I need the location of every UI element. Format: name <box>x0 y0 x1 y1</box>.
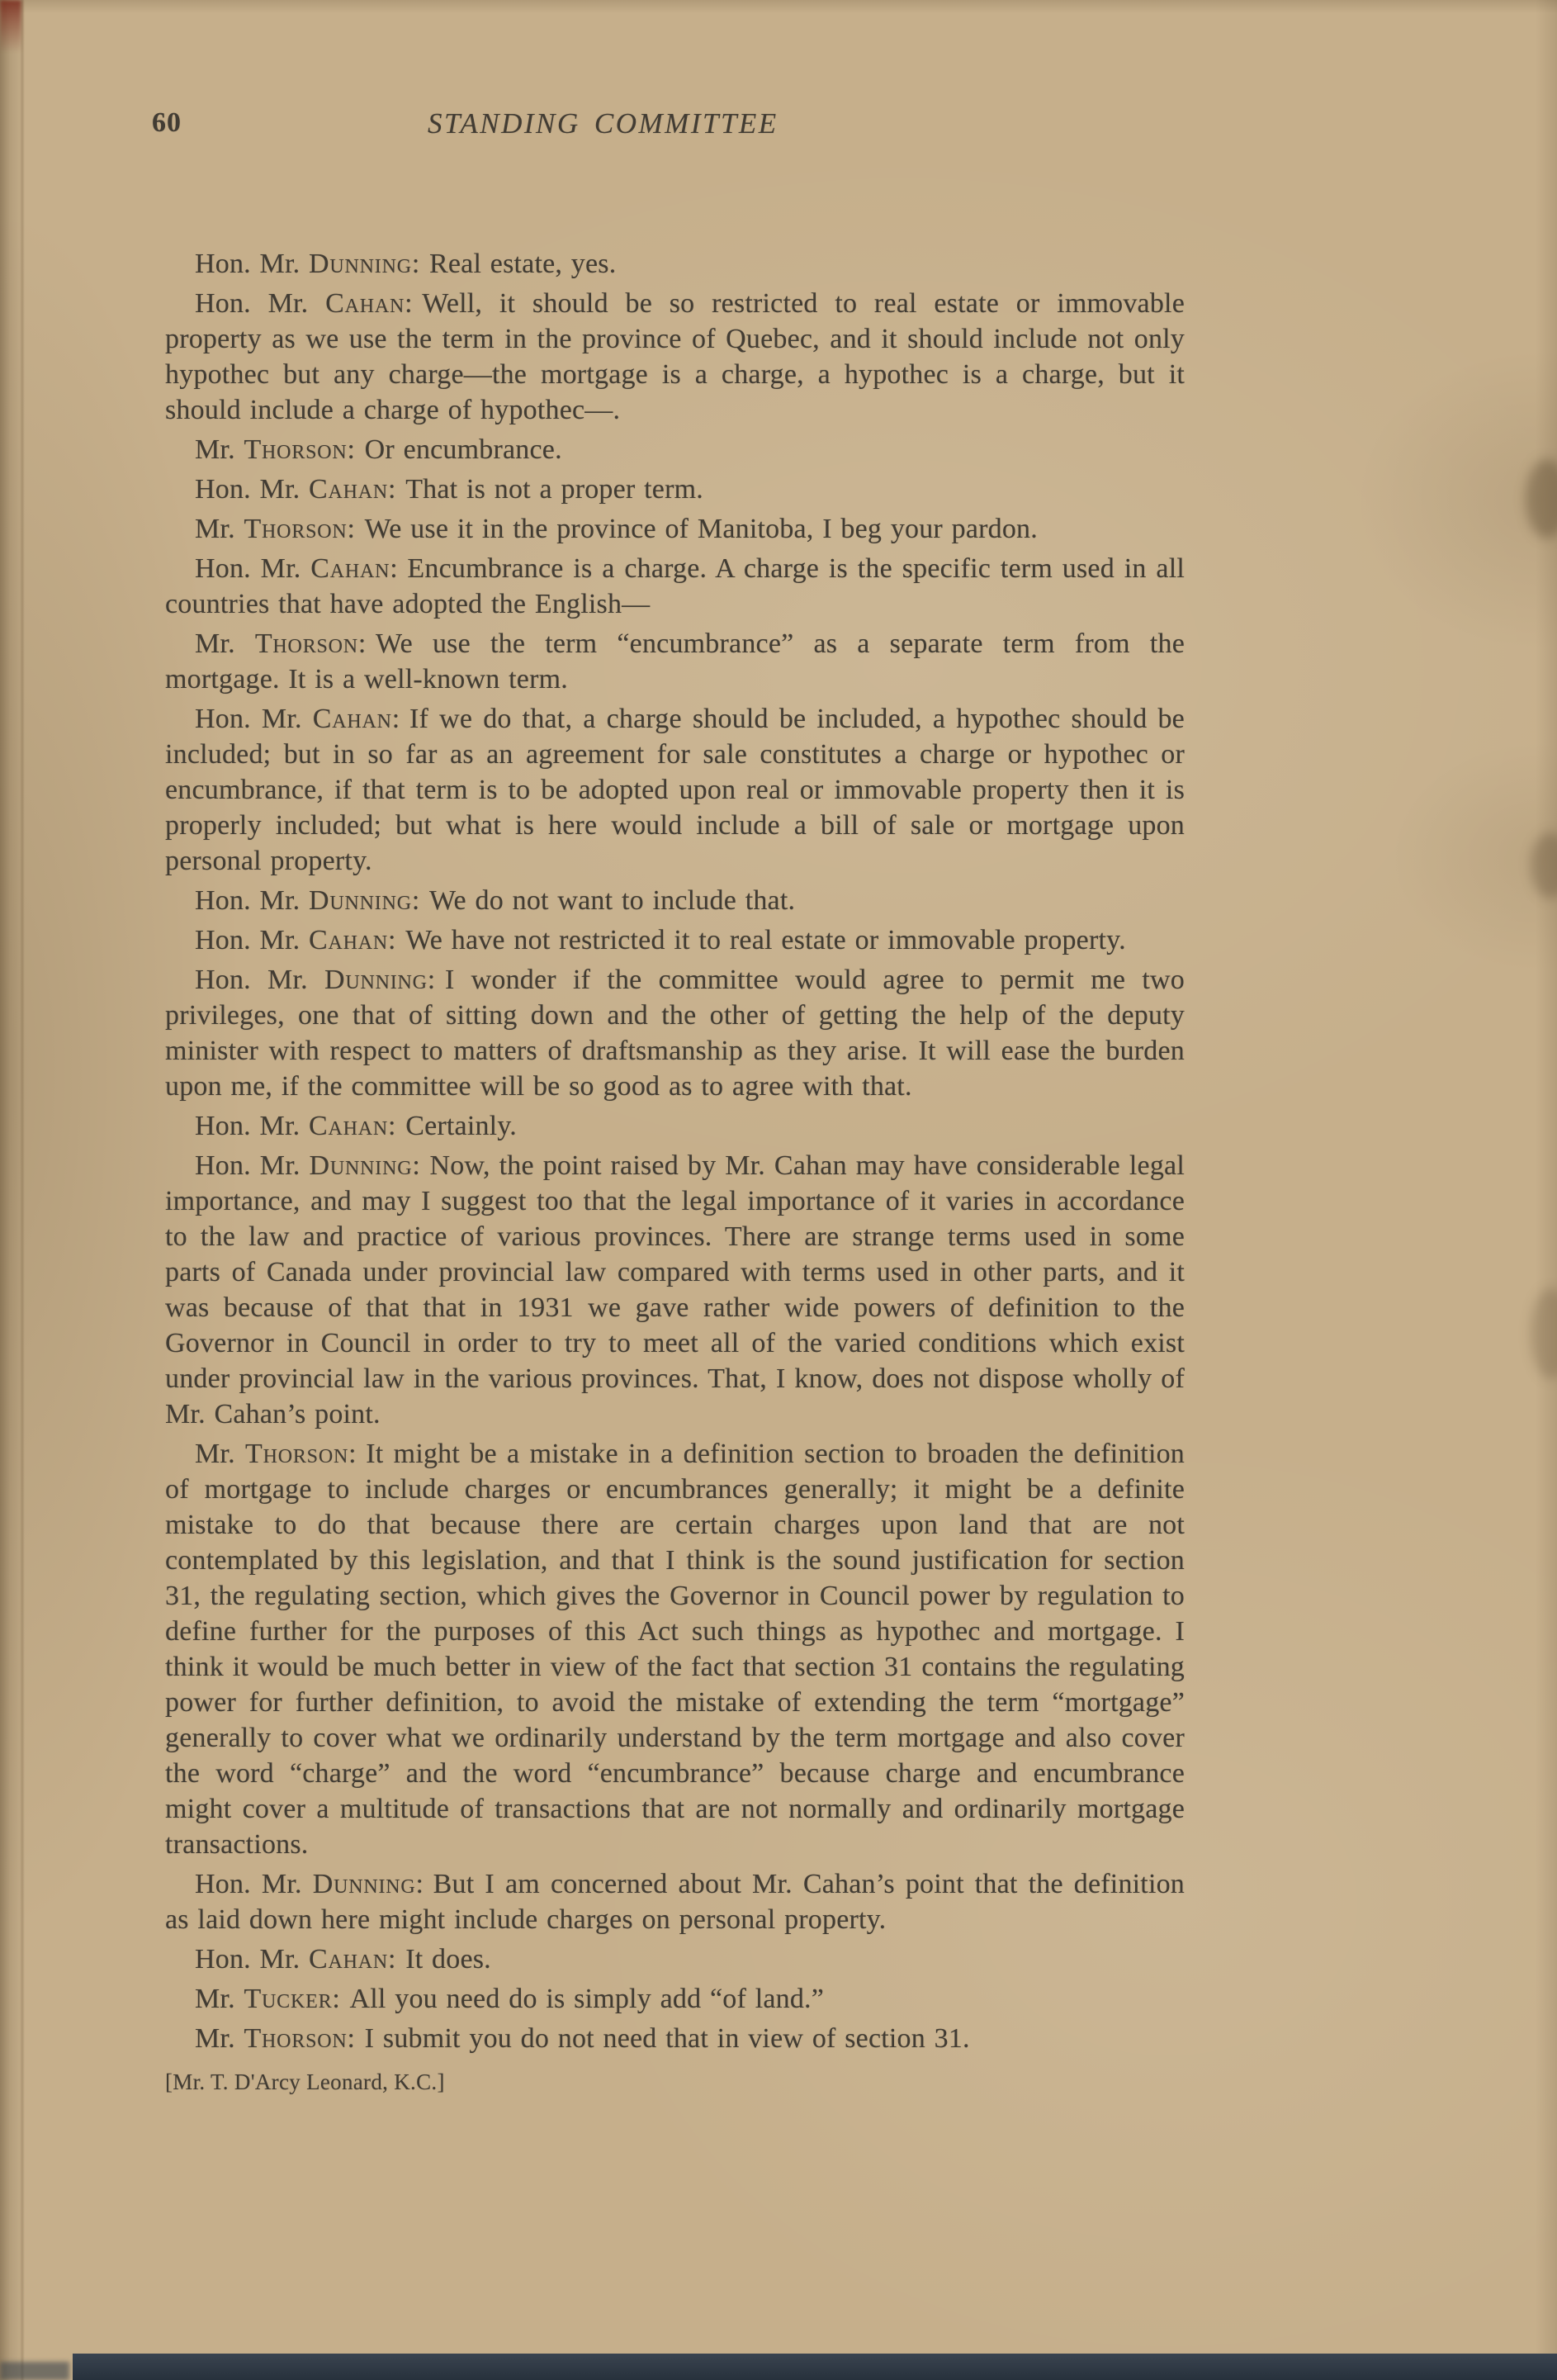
speech-text: I submit you do not need that in view of section 31. <box>364 2023 970 2054</box>
scan-edge-smudge <box>1531 832 1557 898</box>
footer-note: [Mr. T. D'Arcy Leonard, K.C.] <box>165 2069 445 2094</box>
speaker-name: Thorson: <box>244 514 356 544</box>
scan-edge-smudge <box>1526 459 1557 538</box>
speech-text: Well, it should be so restricted to real estate or immovable property as we use the term in the province of Quebec, and it should include not only hypothec but any charge—the mortgage is a charge, a hypothec is a charge, but it should include a charge of hypothec—. <box>165 288 1185 425</box>
speaker-prefix: Mr. <box>195 1984 244 2014</box>
speaker-name: Cahan: <box>310 553 399 584</box>
speaker-prefix: Hon. Mr. <box>195 474 310 505</box>
speaker-prefix: Hon. Mr. <box>195 1111 310 1141</box>
speech-text: We have not restricted it to real estate or immovable property. <box>405 925 1126 955</box>
speech-text: If we do that, a charge should be included, a hypothec should be included; but in so far as an agreement for sale constitutes a charge or hypothec or encumbrance, if that term is to be adopted upon real or immovable property then it is properly included; but what is here would include a bill of sale or mortgage upon personal property. <box>165 704 1185 876</box>
speech-text: We use it in the province of Manitoba, I beg your pardon. <box>364 514 1038 544</box>
speaker-name: Cahan: <box>312 704 401 734</box>
speaker-prefix: Hon. Mr. <box>195 1944 310 1975</box>
speaker-name: Dunning: <box>312 1869 424 1899</box>
transcript-paragraph <box>165 1108 1185 1144</box>
speaker-prefix: Mr. <box>195 1439 246 1469</box>
speaker-name: Thorson: <box>244 2023 356 2054</box>
speaker-name: Dunning: <box>309 1150 421 1181</box>
speech-text: We do not want to include that. <box>428 885 796 916</box>
transcript-paragraph <box>165 472 1185 507</box>
speaker-prefix: Hon. Mr. <box>195 885 310 916</box>
transcript-paragraph <box>165 626 1185 697</box>
transcript-paragraph <box>165 432 1185 467</box>
running-title: STANDING COMMITTEE <box>428 107 778 140</box>
speech-text: All you need do is simply add “of land.” <box>349 1984 825 2014</box>
speaker-name: Tucker: <box>244 1984 341 2014</box>
speech-text: I wonder if the committee would agree to permit me two privileges, one that of sitting down and the other of getting the help of the deputy minister with respect to matters of draftsmanship as they arise. It will ease the burden upon me, if the committee will be so good as to agree with that. <box>165 965 1185 1102</box>
speech-text: Real estate, yes. <box>428 249 617 279</box>
speaker-prefix: Hon. Mr. <box>195 249 310 279</box>
transcript-paragraph <box>165 1436 1185 1862</box>
speech-text: We use the term “encumbrance” as a separate term from the mortgage. It is a well-known term. <box>165 628 1185 695</box>
page-number: 60 <box>152 107 182 138</box>
scan-bottom-band <box>73 2354 1557 2380</box>
page-header <box>152 107 1185 145</box>
speaker-name: Dunning: <box>309 249 421 279</box>
transcript-paragraph <box>165 2021 1185 2056</box>
transcript-paragraph <box>165 246 1185 282</box>
speech-text: Encumbrance is a charge. A charge is the specific term used in all countries that have adopted the English— <box>165 553 1185 619</box>
speaker-name: Thorson: <box>254 628 367 659</box>
speaker-prefix: Mr. <box>195 434 244 465</box>
speaker-name: Cahan: <box>309 925 397 955</box>
transcript-paragraph <box>165 883 1185 918</box>
transcript-paragraph <box>165 1941 1185 1977</box>
speaker-prefix: Hon. Mr. <box>195 288 326 319</box>
speaker-name: Cahan: <box>309 474 397 505</box>
speaker-name: Cahan: <box>309 1944 397 1975</box>
transcript-paragraph <box>165 922 1185 958</box>
speaker-name: Dunning: <box>324 965 437 995</box>
transcript-paragraph <box>165 1866 1185 1937</box>
scan-corner-mark <box>0 0 21 53</box>
speaker-prefix: Mr. <box>195 2023 244 2054</box>
transcript-paragraph <box>165 701 1185 879</box>
speech-text: But I am concerned about Mr. Cahan’s point that the definition as laid down here might include charges on personal property. <box>165 1869 1185 1935</box>
scan-bottom-notch <box>0 2362 69 2380</box>
speech-text: It might be a mistake in a definition section to broaden the definition of mortgage to include charges or encumbrances generally; it might be a definite mistake to do that because there are certain charges upon land that are not contemplated by this legislation, and that I think is the sound justification for section 31, the regulating section, which gives the Governor in Council power by regulation to define further for the purposes of this Act such things as hypothec and mortgage. I think it would be much better in view of the fact that section 31 contains the regulating power for further definition, to avoid the mistake of extending the term “mortgage” generally to cover what we ordinarily understand by the term mortgage and also cover the word “charge” and the word “encumbrance” because charge and encumbrance might cover a multitude of transactions that are not normally and ordinarily mortgage transactions. <box>165 1439 1185 1860</box>
speaker-name: Cahan: <box>325 288 414 319</box>
speech-text: Or encumbrance. <box>364 434 562 465</box>
page-content <box>152 107 1185 2095</box>
speaker-name: Cahan: <box>309 1111 397 1141</box>
speaker-prefix: Hon. Mr. <box>195 553 311 584</box>
speaker-prefix: Mr. <box>195 514 244 544</box>
scan-edge-smudge <box>1531 1288 1557 1379</box>
transcript <box>165 246 1185 2056</box>
transcript-paragraph <box>165 1981 1185 2017</box>
speaker-prefix: Hon. Mr. <box>195 925 310 955</box>
transcript-paragraph <box>165 962 1185 1104</box>
transcript-paragraph <box>165 551 1185 622</box>
speaker-prefix: Hon. Mr. <box>195 704 313 734</box>
speaker-name: Dunning: <box>309 885 421 916</box>
speech-text: Now, the point raised by Mr. Cahan may have considerable legal importance, and may I suggest too that the legal importance of it varies in accordance to the law and practice of various provinces. There are strange terms used in some parts of Canada under provincial law compared with terms used in other parts, and it was because of that that in 1931 we gave rather wide powers of definition to the Governor in Council in order to try to meet all of the varied conditions which exist under provincial law in the various provinces. That, I know, does not dispose wholly of Mr. Cahan’s point. <box>165 1150 1185 1429</box>
speech-text: It does. <box>405 1944 491 1975</box>
transcript-paragraph <box>165 511 1185 547</box>
speech-text: That is not a proper term. <box>405 474 703 505</box>
speaker-name: Thorson: <box>244 434 356 465</box>
scan-left-crease <box>20 0 25 2380</box>
speech-text: Certainly. <box>405 1111 517 1141</box>
transcript-paragraph <box>165 1148 1185 1432</box>
speaker-prefix: Hon. Mr. <box>195 1150 310 1181</box>
transcript-paragraph <box>165 286 1185 428</box>
speaker-prefix: Hon. Mr. <box>195 1869 313 1899</box>
speaker-prefix: Mr. <box>195 628 255 659</box>
speaker-prefix: Hon. Mr. <box>195 965 324 995</box>
speaker-name: Thorson: <box>245 1439 357 1469</box>
